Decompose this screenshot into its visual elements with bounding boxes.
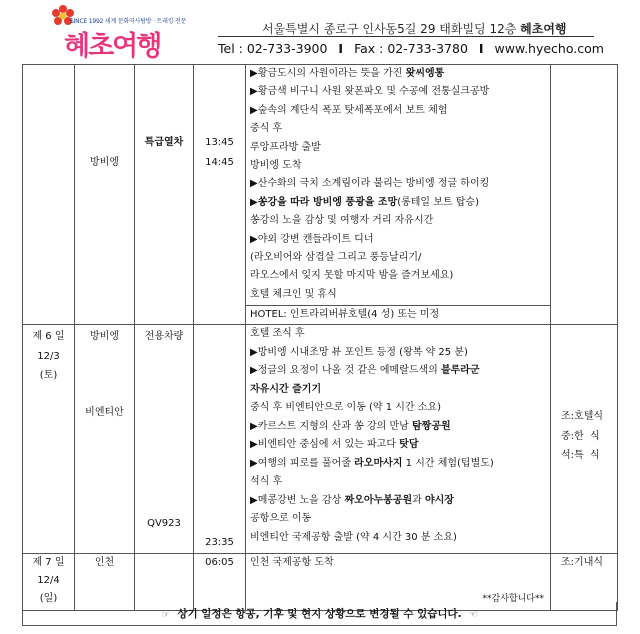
separator: I (338, 41, 344, 56)
schedule-line: 호텔 조식 후 (250, 328, 305, 340)
schedule-line: ▶여행의 피로를 풀어줄 라오마사지 1 시간 체험(팁별도) (250, 457, 494, 469)
time-cell (194, 65, 246, 325)
schedule-line: 라오스에서 잊지 못할 마지막 밤을 즐겨보세요) (250, 270, 454, 282)
time-value: 23:35 (205, 537, 234, 549)
day-label: 제 7 일 (32, 556, 65, 568)
schedule-line: 비엔티안 국제공항 출발 (약 4 시간 30 분 소요) (250, 531, 457, 543)
schedule-line: 중식 후 비엔티안으로 이동 (약 1 시간 소요) (250, 402, 441, 414)
schedule-line: ▶숲속의 계단식 폭포 탓세폭포에서 보트 체험 (250, 104, 448, 116)
day-date: 12/4 (37, 574, 60, 586)
day-cell (23, 65, 75, 325)
schedule-cell (246, 65, 551, 325)
transport-cell (135, 65, 194, 325)
schedule-line: ▶황금도시의 사원이라는 뜻을 가진 왓씨엥통 (250, 68, 445, 79)
place-name: 방비엥 (90, 157, 119, 168)
schedule-notice (22, 602, 617, 626)
time-value: 13:45 (205, 137, 234, 148)
schedule-line: 호텔 체크인 및 휴식 (250, 288, 337, 300)
logo-wordmark: 혜초여행 (64, 31, 161, 62)
schedule-line: ▶황금색 비구니 사원 왓폰파오 및 수공예 전통실크공방 (250, 86, 490, 98)
day-cell (23, 325, 75, 554)
meal-cell (551, 65, 618, 325)
place-name: 방비엥 (90, 331, 119, 343)
schedule-line: ▶비엔티안 중심에 서 있는 파고다 탓담 (250, 439, 419, 451)
schedule-line: 중식 후 (250, 123, 283, 135)
time-value: 14:45 (205, 156, 234, 168)
schedule-line: 자유시간 즐기기 (250, 383, 322, 395)
thanks-note: **감사합니다** (482, 593, 544, 604)
transport-name: 전용차량 (144, 331, 184, 343)
flight-number: QV923 (147, 517, 181, 529)
page-header (0, 0, 640, 64)
meal-dinner: 석:특 식 (561, 450, 600, 462)
company-address: 서울특별시 종로구 인사동5길 29 태화빌딩 12층 혜초여행 (262, 22, 567, 36)
time-cell (194, 325, 246, 554)
itinerary-row-day6 (23, 325, 618, 554)
fax: Fax : 02-733-3780 (354, 41, 468, 56)
itinerary-row-day5 (23, 65, 618, 325)
website-link[interactable]: www.hyecho.com (494, 41, 604, 56)
meal-cell (551, 325, 618, 554)
notice-text: 상기 일정은 항공, 기후 및 현지 상황으로 변경될 수 있습니다. (177, 608, 462, 620)
hyecho-logo (50, 4, 200, 62)
schedule-line: 공항으로 이동 (250, 513, 312, 525)
schedule-line: 쏭강의 노을 감상 및 여행자 거리 자유시간 (250, 215, 434, 227)
schedule-line: ▶정글의 요정이 나올 것 같은 에메랄드색의 블루라군 (250, 365, 480, 377)
place-cell (75, 65, 135, 325)
transport-name: 특급열차 (144, 137, 184, 148)
schedule-cell (246, 325, 551, 554)
company-name: 혜초여행 (520, 22, 567, 36)
tel: Tel : 02-733-3900 (218, 41, 328, 56)
schedule-line: ▶야외 강변 캔들라이트 디너 (250, 233, 374, 245)
day-label: 제 6 일 (32, 331, 65, 343)
day-weekday: (토) (39, 370, 58, 382)
schedule-line: 루앙프라방 출발 (250, 141, 321, 153)
pointing-left-icon: ☜ (469, 610, 478, 620)
time-value: 06:05 (205, 556, 234, 568)
hotel-info: HOTEL: 인트라리버뷰호텔(4 성) 또는 미정 (246, 305, 550, 324)
place-name: 인천 (94, 556, 115, 568)
schedule-line: ▶카르스트 지형의 산과 쏭 강의 만남 탐짱공원 (250, 420, 451, 432)
schedule-line: 방비엥 도착 (250, 159, 302, 171)
meal-inflight: 조:기내식 (561, 556, 604, 568)
separator: I (478, 41, 484, 56)
schedule-line: ▶쏭강을 따라 방비엥 풍광을 조망(롱테일 보트 탑승) (250, 196, 479, 208)
day-weekday: (일) (39, 592, 58, 604)
transport-cell (135, 325, 194, 554)
contact-line (218, 41, 604, 56)
meal-breakfast: 조:호텔식 (561, 411, 604, 423)
logo-tagline: SINCE 1992 세계 문화역사탐방 · 트레킹 전문 (70, 18, 187, 25)
schedule-line: (라오비어와 삼겹살 그리고 풍등날리기/ (250, 251, 422, 263)
header-divider (218, 36, 594, 37)
place-cell (75, 325, 135, 554)
schedule-line: 인천 국제공항 도착 (250, 556, 334, 568)
itinerary-table (22, 64, 618, 611)
schedule-line: ▶산수화의 극치 소계림이라 불리는 방비엥 정글 하이킹 (250, 178, 490, 190)
schedule-line: ▶방비엥 시내조망 뷰 포인트 등정 (왕복 약 25 분) (250, 346, 468, 358)
schedule-line: ▶메콩강변 노을 감상 짜오아누봉공원과 야시장 (250, 494, 454, 506)
place-name: 비엔티안 (85, 406, 124, 418)
day-date: 12/3 (37, 350, 60, 362)
schedule-line: 석식 후 (250, 476, 283, 488)
pointing-right-icon: ☞ (161, 610, 170, 620)
meal-lunch: 중:한 식 (561, 430, 600, 442)
